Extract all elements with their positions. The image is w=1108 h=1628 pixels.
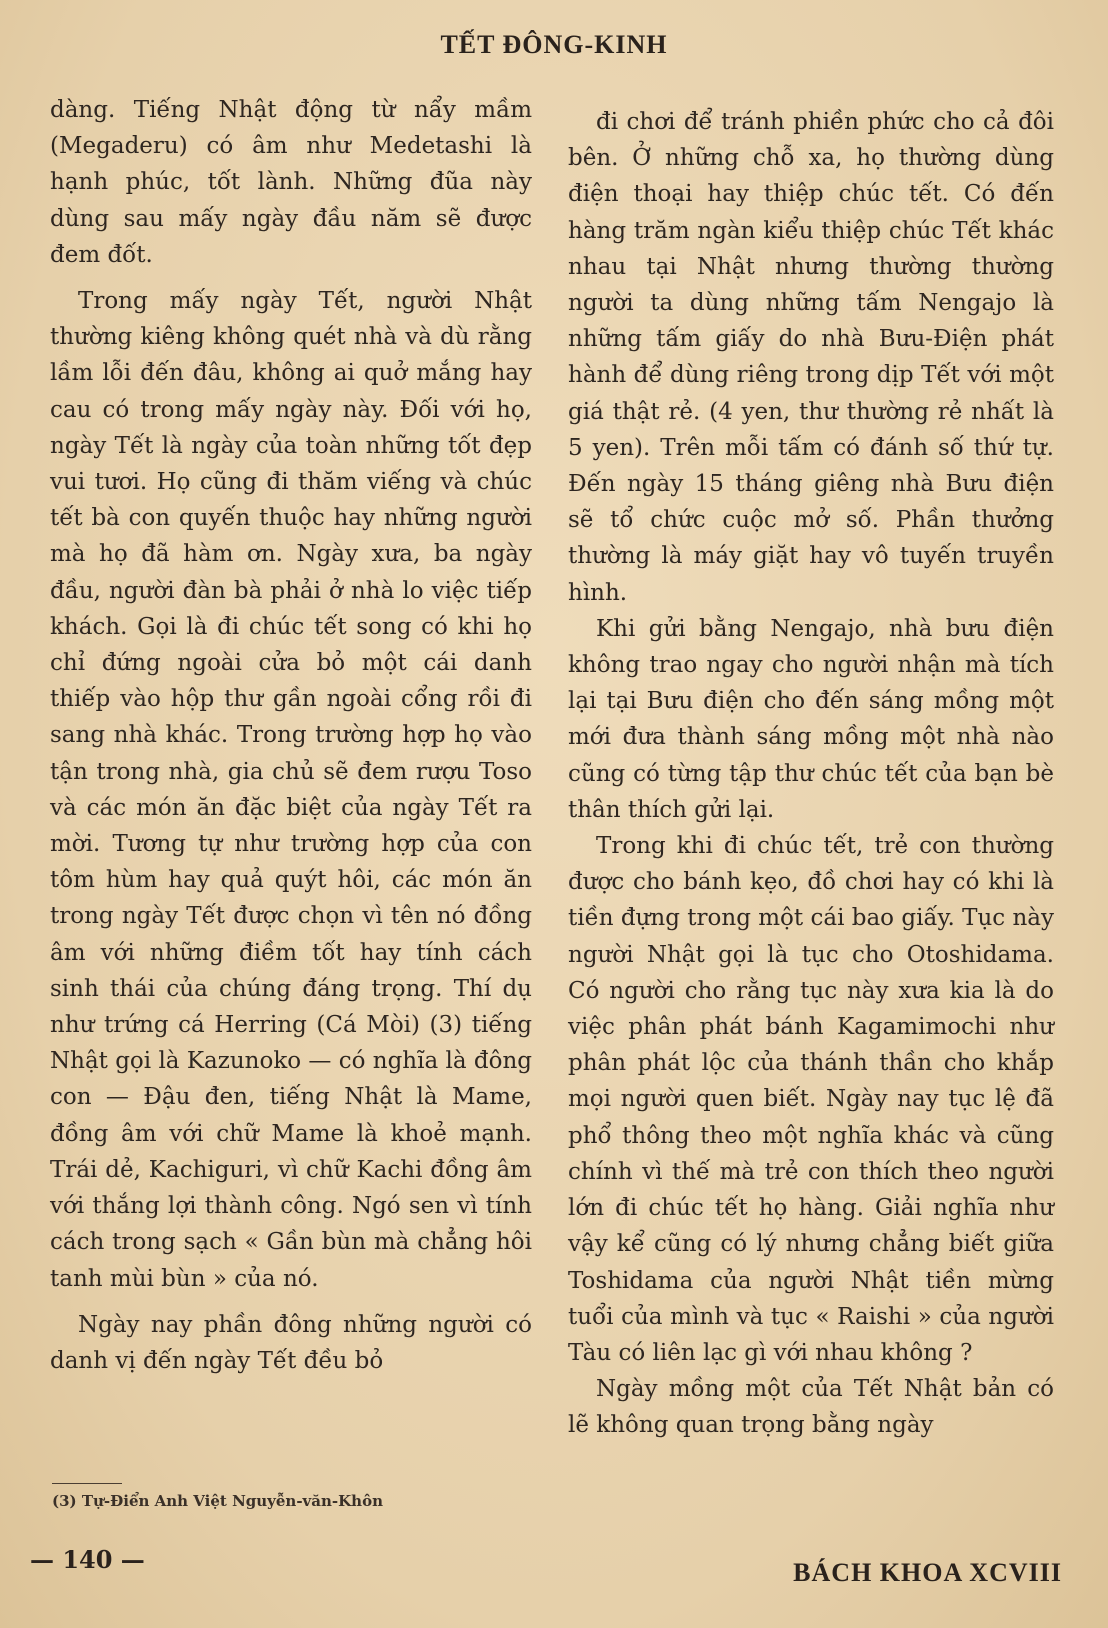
right-paragraph-4: Ngày mồng một của Tết Nhật bản có lẽ không quan trọng bằng ngày (568, 1376, 1054, 1439)
footnote-divider (52, 1483, 122, 1484)
right-paragraph-1: đi chơi để tránh phiền phức cho cả đôi bên. Ở những chỗ xa, họ thường dùng điện thoại hay thiệp chúc tết. Có đến hàng trăm ngàn kiểu thiệp chúc Tết khác nhau tại Nhật nhưng thường thường người ta dùng những tấm Nengajo là những tấm giấy do nhà Bưu-Điện phát hành để dùng riêng trong dịp Tết với một giá thật rẻ. (4 yen, thư thường rẻ nhất là 5 yen). Trên mỗi tấm có đánh số thứ tự. Đến ngày 15 tháng giêng nhà Bưu điện sẽ tổ chức cuộc mở số. Phần thưởng thường là máy giặt hay vô tuyến truyền hình. (568, 109, 1054, 606)
journal-title: BÁCH KHOA XCVIII (793, 1558, 1062, 1587)
running-title: TẾT ĐÔNG-KINH (440, 30, 668, 59)
left-paragraph-1: dàng. Tiếng Nhật động từ nẩy mầm (Megaderu) có âm như Medetashi là hạnh phúc, tốt lành. Những đũa này dùng sau mấy ngày đầu năm sẽ được đem đốt. (50, 97, 532, 268)
right-paragraph-3: Trong khi đi chúc tết, trẻ con thường được cho bánh kẹo, đồ chơi hay có khi là tiền đựng trong một cái bao giấy. Tục này người Nhật gọi là tục cho Otoshidama. Có người cho rằng tục này xưa kia là do việc phân phát bánh Kagamimochi như phân phát lộc của thánh thần cho khắp mọi người quen biết. Ngày nay tục lệ đã phổ thông theo một nghĩa khác và cũng chính vì thế mà trẻ con thích theo người lớn đi chúc tết họ hàng. Giải nghĩa như vậy kể cũng có lý nhưng chẳng biết giữa Toshidama của người Nhật tiền mừng tuổi của mình và tục « Raishi » của người Tàu có liên lạc gì với nhau không ? (568, 833, 1054, 1366)
left-paragraph-2: Trong mấy ngày Tết, người Nhật thường kiêng không quét nhà và dù rằng lầm lỗi đến đâu, không ai quở mắng hay cau có trong mấy ngày này. Đối với họ, ngày Tết là ngày của toàn những tốt đẹp vui tươi. Họ cũng đi thăm viếng và chúc tết bà con quyến thuộc hay những người mà họ đã hàm ơn. Ngày xưa, ba ngày đầu, người đàn bà phải ở nhà lo việc tiếp khách. Gọi là đi chúc tết song có khi họ chỉ đứng ngoài cửa bỏ một cái danh thiếp vào hộp thư gần ngoài cổng rồi đi sang nhà khác. Trong trường hợp họ vào tận trong nhà, gia chủ sẽ đem rượu Toso và các món ăn đặc biệt của ngày Tết ra mời. Tương tự như trường hợp của con tôm hùm hay quả quýt hôi, các món ăn trong ngày Tết được chọn vì tên nó đồng âm với những điềm tốt hay tính cách sinh thái của chúng đáng trọng. Thí dụ như trứng cá Herring (Cá Mòi) (3) tiếng Nhật gọi là Kazunoko — có nghĩa là đông con — Đậu đen, tiếng Nhật là Mame, đồng âm với chữ Mame là khoẻ mạnh. Trái dẻ, Kachiguri, vì chữ Kachi đồng âm với thắng lợi thành công. Ngó sen vì tính cách trong sạch « Gần bùn mà chẳng hôi tanh mùi bùn » của nó. (50, 288, 532, 1292)
right-column (568, 104, 1054, 1444)
left-paragraph-3: Ngày nay phần đông những người có danh vị đến ngày Tết đều bỏ (50, 1311, 532, 1374)
right-paragraph-2: Khi gửi bằng Nengajo, nhà bưu điện không trao ngay cho người nhận mà tích lại tại Bưu điện cho đến sáng mồng một mới đưa thành sáng mồng một nhà nào cũng có từng tập thư chúc tết của bạn bè thân thích gửi lại. (568, 615, 1054, 823)
footnote: (3) Tự-Điển Anh Việt Nguyễn-văn-Khôn (52, 1492, 383, 1510)
page-number: — 140 — (30, 1545, 145, 1574)
left-column (50, 92, 532, 1379)
